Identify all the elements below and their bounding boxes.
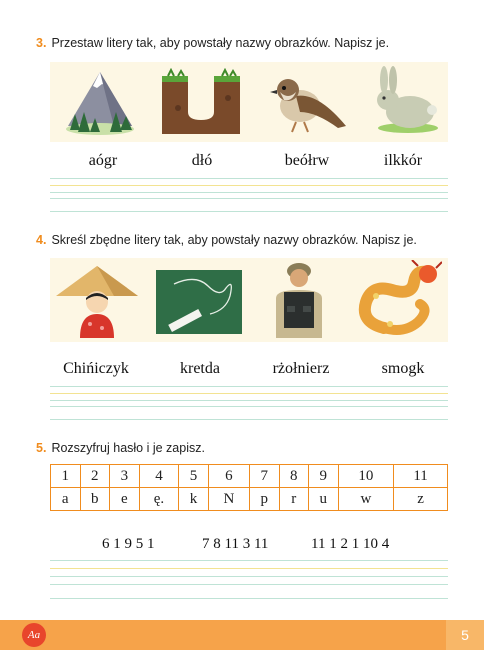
- cipher-letter: ę.: [139, 488, 179, 511]
- cipher-letter-row: [51, 488, 448, 511]
- scrambled-word: aógr: [88, 152, 118, 169]
- soldier-icon: [268, 262, 330, 338]
- cipher-table: [50, 464, 448, 511]
- task-3-number: 3.: [36, 36, 47, 50]
- hole-icon: [158, 68, 244, 138]
- mountain-icon: [62, 66, 138, 138]
- task-4-instruction: Skreśl zbędne litery tak, aby powstały nazwy obrazków. Napisz je.: [51, 233, 417, 247]
- cipher-letter: z: [394, 488, 448, 511]
- cipher-letter: e: [110, 488, 140, 511]
- word-with-extra-letters: Chińiczyk: [63, 360, 129, 377]
- page-number: 5: [446, 620, 484, 650]
- cipher-letter: k: [179, 488, 209, 511]
- task-5-instruction: Rozszyfruj hasło i je zapisz.: [51, 441, 205, 455]
- publisher-logo-icon: Aa: [22, 623, 46, 647]
- task-5-writing-lines[interactable]: [50, 560, 448, 600]
- task-3-writing-lines[interactable]: [50, 178, 448, 214]
- rabbit-icon: [370, 66, 440, 138]
- page-footer: [0, 620, 484, 650]
- cipher-number: 6: [208, 465, 249, 488]
- code-word: 6 1 9 5 1: [102, 536, 155, 552]
- scrambled-word: dłó: [191, 152, 213, 169]
- word-with-extra-letters: rżołnierz: [272, 360, 330, 377]
- sparrow-icon: [266, 72, 348, 134]
- word-with-extra-letters: kretda: [180, 360, 220, 377]
- chinese-boy-icon: [54, 262, 140, 338]
- cipher-number: 7: [249, 465, 279, 488]
- cipher-letter: r: [279, 488, 309, 511]
- task-3-instruction: Przestaw litery tak, aby powstały nazwy obrazków. Napisz je.: [51, 36, 390, 50]
- scrambled-word: ilkkór: [383, 152, 423, 169]
- cipher-number: 11: [394, 465, 448, 488]
- task-5-title: [36, 441, 205, 455]
- cipher-number: 4: [139, 465, 179, 488]
- task-4-number: 4.: [36, 233, 47, 247]
- cipher-letter: p: [249, 488, 279, 511]
- task-3-title: [36, 36, 389, 50]
- dragon-icon: [354, 260, 442, 340]
- cipher-number: 3: [110, 465, 140, 488]
- cipher-letter: w: [338, 488, 394, 511]
- task-4-writing-lines[interactable]: [50, 386, 448, 422]
- cipher-number-row: [51, 465, 448, 488]
- task-5-number: 5.: [36, 441, 47, 455]
- scrambled-word: beółrw: [284, 152, 330, 169]
- task-4-title: [36, 233, 417, 247]
- cipher-letter: u: [309, 488, 339, 511]
- cipher-letter: N: [208, 488, 249, 511]
- cipher-number: 1: [51, 465, 81, 488]
- cipher-letter: b: [80, 488, 110, 511]
- cipher-letter: a: [51, 488, 81, 511]
- cipher-number: 9: [309, 465, 339, 488]
- cipher-number: 2: [80, 465, 110, 488]
- cipher-number: 5: [179, 465, 209, 488]
- cipher-number: 8: [279, 465, 309, 488]
- cipher-number: 10: [338, 465, 394, 488]
- code-word: 7 8 11 3 11: [202, 536, 269, 552]
- word-with-extra-letters: smogk: [381, 360, 425, 377]
- code-word: 11 1 2 1 10 4: [311, 536, 390, 552]
- chalk-on-board-icon: [156, 270, 242, 334]
